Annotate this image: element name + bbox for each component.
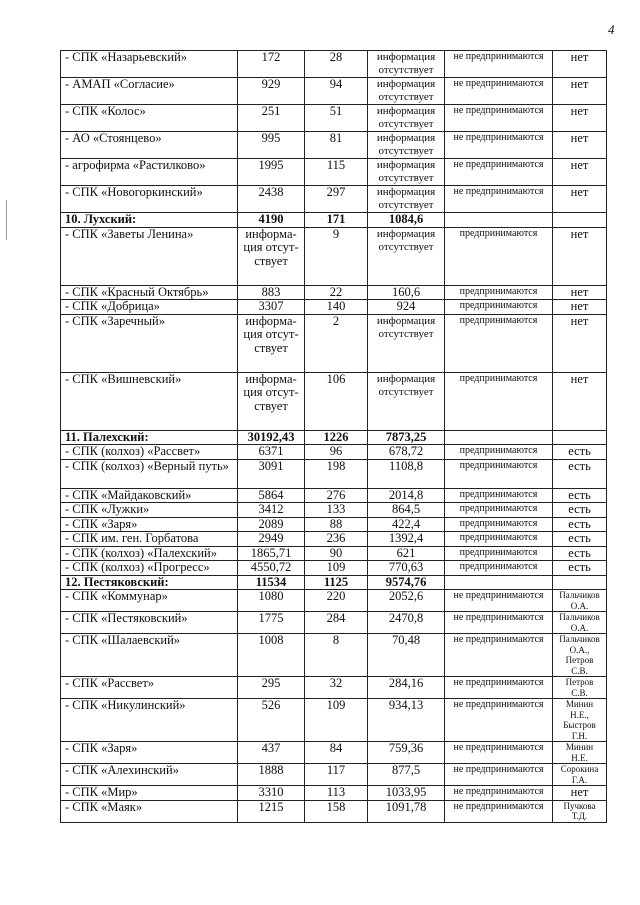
cell-value: 1091,78 [368,800,445,822]
cell-name: - СПК (колхоз) «Верный путь» [61,459,238,488]
table-row [61,459,607,488]
table-row [61,677,607,699]
cell-area: 3412 [238,503,305,518]
cell-area: 1995 [238,159,305,186]
cell-workers: 22 [305,285,368,300]
cell-measures: не предпринимаются [445,742,553,764]
cell-area: 929 [238,78,305,105]
cell-note: Пальчиков О.А. [553,612,607,634]
table-row [61,159,607,186]
cell-value: 7873,25 [368,430,445,445]
cell-area: 1865,71 [238,546,305,561]
cell-note [553,213,607,228]
cell-workers: 113 [305,786,368,801]
cell-area: 437 [238,742,305,764]
cell-workers: 276 [305,488,368,503]
district-row [61,575,607,590]
cell-value: 284,16 [368,677,445,699]
table-row [61,561,607,576]
table-row [61,78,607,105]
cell-name: - СПК «Добрица» [61,300,238,315]
table-row [61,372,607,430]
cell-workers: 94 [305,78,368,105]
table-row [61,634,607,677]
cell-value: 422,4 [368,517,445,532]
cell-workers: 51 [305,105,368,132]
cell-area: 3307 [238,300,305,315]
cell-note: нет [553,186,607,213]
table-row [61,503,607,518]
cell-area: 251 [238,105,305,132]
cell-workers: 32 [305,677,368,699]
cell-note: есть [553,546,607,561]
cell-measures: предпринимаются [445,532,553,547]
cell-note [553,430,607,445]
cell-measures: предпринимаются [445,561,553,576]
cell-measures: не предпринимаются [445,634,553,677]
table-row [61,742,607,764]
cell-name: - СПК «Коммунар» [61,590,238,612]
cell-note [553,575,607,590]
cell-note: нет [553,372,607,430]
cell-name: 11. Палехский: [61,430,238,445]
cell-area: 3310 [238,786,305,801]
cell-measures: не предпринимаются [445,764,553,786]
cell-measures: не предпринимаются [445,612,553,634]
table-row [61,786,607,801]
cell-area: 11534 [238,575,305,590]
cell-measures: не предпринимаются [445,105,553,132]
cell-area: 1775 [238,612,305,634]
cell-workers: 1125 [305,575,368,590]
cell-area: информа-ция отсут-ствует [238,314,305,372]
cell-area: 4190 [238,213,305,228]
cell-note: Пальчиков О.А. [553,590,607,612]
cell-measures: предпринимаются [445,314,553,372]
cell-note: Минин Н.Е. [553,742,607,764]
farms-table [60,50,607,823]
cell-area: 6371 [238,445,305,460]
cell-value: 877,5 [368,764,445,786]
cell-note: нет [553,300,607,315]
cell-name: - СПК «Шалаевский» [61,634,238,677]
cell-name: - СПК «Заря» [61,742,238,764]
cell-value: информация отсутствует [368,186,445,213]
cell-note: Минин Н.Е., Быстров Г.Н. [553,699,607,742]
table-row [61,517,607,532]
cell-measures: предпринимаются [445,488,553,503]
cell-value: 160,6 [368,285,445,300]
cell-area: 995 [238,132,305,159]
cell-measures: не предпринимаются [445,590,553,612]
cell-area: 526 [238,699,305,742]
cell-measures [445,430,553,445]
cell-name: 10. Лухский: [61,213,238,228]
cell-area: 172 [238,51,305,78]
cell-measures: не предпринимаются [445,159,553,186]
cell-measures: не предпринимаются [445,677,553,699]
cell-note: Пальчиков О.А., Петров С.В. [553,634,607,677]
cell-value: информация отсутствует [368,51,445,78]
cell-value: 9574,76 [368,575,445,590]
cell-workers: 220 [305,590,368,612]
cell-value: информация отсутствует [368,314,445,372]
cell-note: нет [553,78,607,105]
cell-workers: 9 [305,227,368,285]
cell-workers: 140 [305,300,368,315]
cell-value: информация отсутствует [368,372,445,430]
table-row [61,699,607,742]
cell-value: информация отсутствует [368,132,445,159]
cell-name: - СПК «Красный Октябрь» [61,285,238,300]
cell-value: информация отсутствует [368,105,445,132]
cell-note: Петров С.В. [553,677,607,699]
cell-measures: не предпринимаются [445,78,553,105]
cell-workers: 88 [305,517,368,532]
cell-measures: предпринимаются [445,459,553,488]
cell-value: 70,48 [368,634,445,677]
table-row [61,314,607,372]
cell-area: 4550,72 [238,561,305,576]
cell-name: - СПК «Пестяковский» [61,612,238,634]
cell-name: - СПК «Мир» [61,786,238,801]
cell-area: 295 [238,677,305,699]
cell-value: 1392,4 [368,532,445,547]
cell-area: 2949 [238,532,305,547]
cell-note: нет [553,105,607,132]
cell-value: 1108,8 [368,459,445,488]
cell-measures: не предпринимаются [445,132,553,159]
cell-area: 883 [238,285,305,300]
cell-note: нет [553,132,607,159]
cell-note: нет [553,285,607,300]
cell-measures [445,213,553,228]
cell-name: - СПК «Заречный» [61,314,238,372]
cell-workers: 96 [305,445,368,460]
cell-note: есть [553,517,607,532]
cell-name: - СПК «Лужки» [61,503,238,518]
district-row [61,213,607,228]
table-row [61,590,607,612]
district-row [61,430,607,445]
cell-measures: не предпринимаются [445,51,553,78]
cell-workers: 133 [305,503,368,518]
cell-name: - СПК «Маяк» [61,800,238,822]
cell-value: информация отсутствует [368,78,445,105]
cell-area: 2438 [238,186,305,213]
cell-workers: 109 [305,699,368,742]
cell-value: 2052,6 [368,590,445,612]
cell-workers: 284 [305,612,368,634]
cell-value: 2014,8 [368,488,445,503]
cell-note: есть [553,459,607,488]
cell-name: - СПК «Колос» [61,105,238,132]
cell-note: нет [553,786,607,801]
cell-workers: 8 [305,634,368,677]
cell-workers: 115 [305,159,368,186]
table-row [61,764,607,786]
cell-note: нет [553,314,607,372]
cell-name: - СПК «Назарьевский» [61,51,238,78]
table-row [61,285,607,300]
cell-workers: 90 [305,546,368,561]
cell-area: 2089 [238,517,305,532]
cell-value: 678,72 [368,445,445,460]
cell-name: - агрофирма «Растилково» [61,159,238,186]
table-row [61,488,607,503]
cell-area: 30192,43 [238,430,305,445]
table-row [61,800,607,822]
cell-measures: предпринимаются [445,285,553,300]
cell-name: - СПК «Рассвет» [61,677,238,699]
cell-note: есть [553,488,607,503]
cell-workers: 117 [305,764,368,786]
cell-name: - АО «Стоянцево» [61,132,238,159]
cell-note: нет [553,227,607,285]
cell-measures: не предпринимаются [445,800,553,822]
cell-note: Сорокина Г.А. [553,764,607,786]
cell-name: 12. Пестяковский: [61,575,238,590]
cell-workers: 236 [305,532,368,547]
cell-area: информа-ция отсут-ствует [238,372,305,430]
cell-name: - СПК «Новогоркинский» [61,186,238,213]
cell-name: - СПК «Заветы Ленина» [61,227,238,285]
table-row [61,546,607,561]
cell-name: - СПК «Заря» [61,517,238,532]
table-row [61,227,607,285]
cell-note: Пучкова Т.Д. [553,800,607,822]
cell-value: 1084,6 [368,213,445,228]
table-row [61,532,607,547]
cell-area: 1008 [238,634,305,677]
cell-note: нет [553,159,607,186]
margin-mark [6,200,7,240]
table-row [61,612,607,634]
cell-workers: 81 [305,132,368,159]
cell-value: 770,63 [368,561,445,576]
cell-value: 924 [368,300,445,315]
cell-note: нет [553,51,607,78]
cell-measures: предпринимаются [445,300,553,315]
cell-value: информация отсутствует [368,159,445,186]
cell-measures: предпринимаются [445,546,553,561]
cell-name: - СПК (колхоз) «Рассвет» [61,445,238,460]
cell-value: 864,5 [368,503,445,518]
cell-note: есть [553,445,607,460]
cell-workers: 158 [305,800,368,822]
cell-note: есть [553,532,607,547]
cell-note: есть [553,503,607,518]
cell-value: 934,13 [368,699,445,742]
cell-note: есть [553,561,607,576]
cell-name: - СПК «Никулинский» [61,699,238,742]
cell-area: информа-ция отсут-ствует [238,227,305,285]
table-row [61,186,607,213]
cell-workers: 1226 [305,430,368,445]
cell-area: 3091 [238,459,305,488]
cell-name: - СПК «Майдаковский» [61,488,238,503]
cell-measures [445,575,553,590]
cell-workers: 198 [305,459,368,488]
cell-area: 1888 [238,764,305,786]
cell-name: - СПК «Вишневский» [61,372,238,430]
page-number: 4 [608,22,615,37]
cell-measures: предпринимаются [445,517,553,532]
cell-workers: 297 [305,186,368,213]
table-row [61,105,607,132]
cell-name: - СПК (колхоз) «Прогресс» [61,561,238,576]
table-row [61,51,607,78]
cell-workers: 28 [305,51,368,78]
cell-measures: предпринимаются [445,503,553,518]
cell-area: 1215 [238,800,305,822]
cell-value: 621 [368,546,445,561]
table-row [61,445,607,460]
cell-area: 1080 [238,590,305,612]
cell-workers: 171 [305,213,368,228]
cell-measures: не предпринимаются [445,699,553,742]
cell-value: 1033,95 [368,786,445,801]
cell-name: - АМАП «Согласие» [61,78,238,105]
cell-workers: 2 [305,314,368,372]
cell-workers: 84 [305,742,368,764]
cell-workers: 109 [305,561,368,576]
table-row [61,132,607,159]
cell-measures: предпринимаются [445,372,553,430]
cell-value: 2470,8 [368,612,445,634]
table-row [61,300,607,315]
cell-workers: 106 [305,372,368,430]
cell-measures: предпринимаются [445,227,553,285]
cell-area: 5864 [238,488,305,503]
cell-measures: не предпринимаются [445,186,553,213]
cell-name: - СПК «Алехинский» [61,764,238,786]
cell-measures: не предпринимаются [445,786,553,801]
cell-name: - СПК им. ген. Горбатова [61,532,238,547]
cell-name: - СПК (колхоз) «Палехский» [61,546,238,561]
cell-value: 759,36 [368,742,445,764]
cell-measures: предпринимаются [445,445,553,460]
cell-value: информация отсутствует [368,227,445,285]
